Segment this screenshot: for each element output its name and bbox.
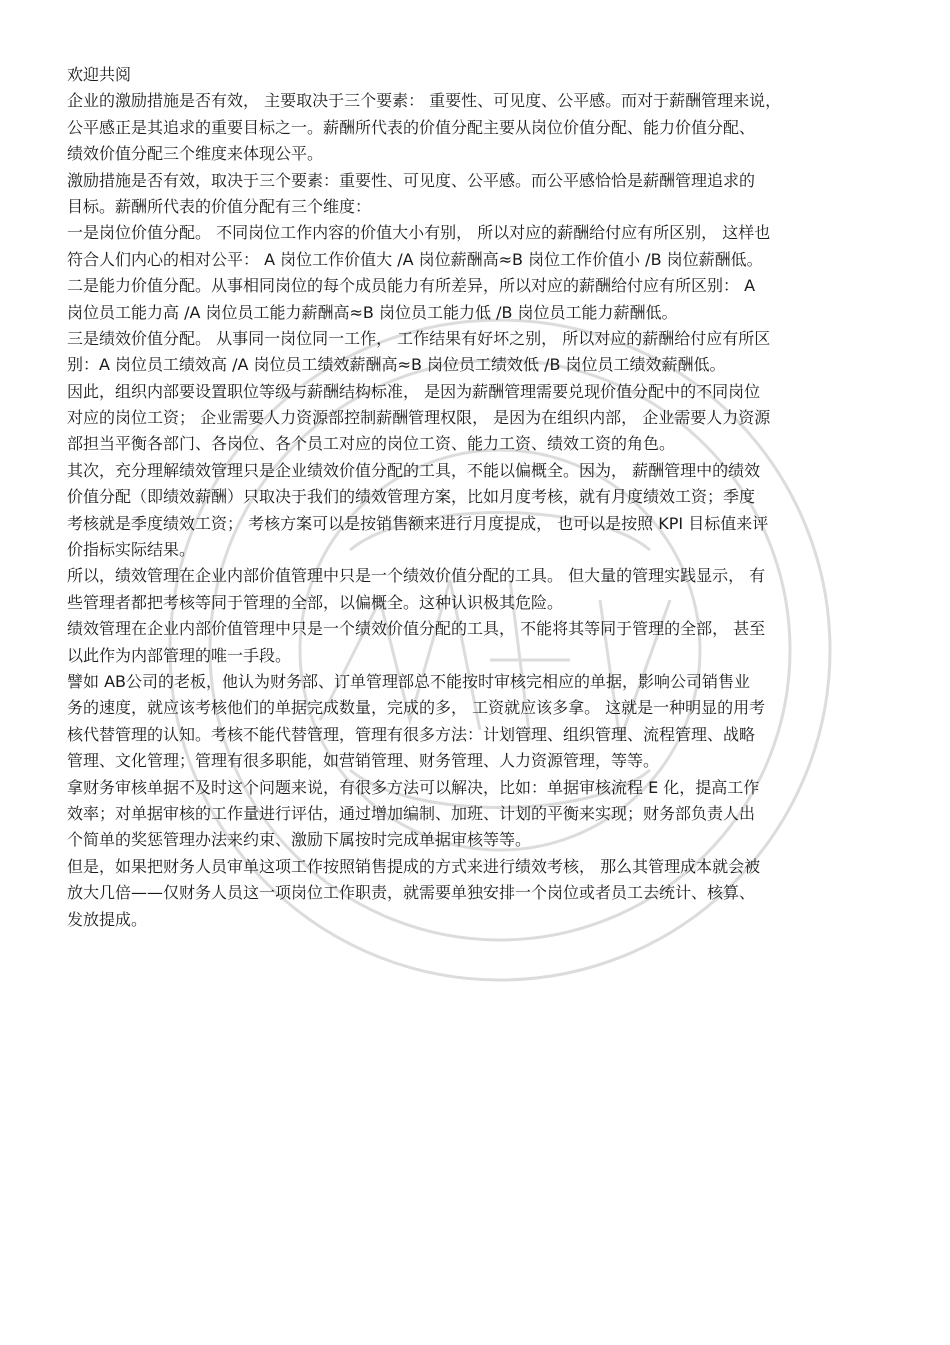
text-line: 绩效管理在企业内部价值管理中只是一个绩效价值分配的工具， 不能将其等同于管理的全部， 甚至	[67, 619, 766, 639]
text-line: 对应的岗位工资； 企业需要人力资源部控制薪酬管理权限， 是因为在组织内部， 企业需要人力资源	[67, 408, 771, 428]
text-line: 一是岗位价值分配。 不同岗位工作内容的价值大小有别， 所以对应的薪酬给付应有所区别， 这样也	[67, 223, 771, 243]
text-line: 目标。薪酬所代表的价值分配有三个维度：	[67, 196, 372, 216]
text-line: 价指标实际结果。	[67, 540, 196, 560]
text-line: 公平感正是其追求的重要目标之一。薪酬所代表的价值分配主要从岗位价值分配、能力价值分配、	[67, 117, 756, 137]
text-line: 譬如 AB公司的老板，他认为财务部、订单管理部总不能按时审核完相应的单据，影响公司销售业	[67, 671, 751, 691]
text-line: 管理、文化管理；管理有很多职能，如营销管理、财务管理、人力资源管理，等等。	[67, 751, 660, 771]
text-line: 欢迎共阅	[67, 65, 132, 84]
text-line: 激励措施是否有效，取决于三个要素：重要性、可见度、公平感。而公平感恰恰是薪酬管理追求的	[67, 170, 756, 190]
text-line: 考核就是季度绩效工资； 考核方案可以是按销售额来进行月度提成， 也可以是按照 KPI 目标值来评	[67, 513, 769, 533]
text-line: 放大几倍——仅财务人员这一项岗位工作职责，就需要单独安排一个岗位或者员工去统计、核算、	[67, 883, 756, 903]
document-body	[67, 62, 887, 933]
text-line: 部担当平衡各部门、各岗位、各个员工对应的岗位工资、能力工资、绩效工资的角色。	[67, 434, 676, 454]
text-line: 但是，如果把财务人员审单这项工作按照销售提成的方式来进行绩效考核， 那么其管理成本就会被	[67, 856, 761, 876]
text-line: 些管理者都把考核等同于管理的全部，以偏概全。这种认识极其危险。	[67, 592, 564, 612]
text-line: 其次，充分理解绩效管理只是企业绩效价值分配的工具，不能以偏概全。因为， 薪酬管理中的绩效	[67, 460, 761, 480]
text-line: 拿财务审核单据不及时这个问题来说，有很多方法可以解决，比如：单据审核流程 E 化，提高工作	[67, 777, 760, 797]
text-line: 价值分配（即绩效薪酬）只取决于我们的绩效管理方案，比如月度考核，就有月度绩效工资；季度	[67, 487, 756, 507]
text-line: 核代替管理的认知。考核不能代替管理，管理有很多方法：计划管理、组织管理、流程管理、战略	[67, 724, 756, 744]
text-line: 绩效价值分配三个维度来体现公平。	[67, 144, 324, 164]
text-line: 企业的激励措施是否有效， 主要取决于三个要素： 重要性、可见度、公平感。而对于薪酬管理来说，	[67, 91, 782, 111]
text-line: 别：A 岗位员工绩效高 /A 岗位员工绩效薪酬高≈B 岗位员工绩效低 /B 岗位员工绩效薪酬低。	[67, 355, 726, 375]
text-line: 岗位员工能力高 /A 岗位员工能力薪酬高≈B 岗位员工能力低 /B 岗位员工能力薪酬低。	[67, 302, 678, 322]
text-line: 发放提成。	[67, 909, 148, 929]
text-line: 效率；对单据审核的工作量进行评估，通过增加编制、加班、计划的平衡来实现；财务部负责人出	[67, 803, 756, 823]
text-line: 三是绩效价值分配。 从事同一岗位同一工作， 工作结果有好坏之别， 所以对应的薪酬给付应有所区	[67, 328, 771, 348]
text-line: 因此，组织内部要设置职位等级与薪酬结构标准， 是因为薪酬管理需要兑现价值分配中的不同岗位	[67, 381, 761, 401]
text-line: 符合人们内心的相对公平： A 岗位工作价值大 /A 岗位薪酬高≈B 岗位工作价值小 /B 岗位薪酬低。	[67, 249, 763, 269]
text-line: 二是能力价值分配。从事相同岗位的每个成员能力有所差异，所以对应的薪酬给付应有所区别： A	[67, 276, 756, 296]
text-line: 个简单的奖惩管理办法来约束、激励下属按时完成单据审核等等。	[67, 830, 532, 850]
text-line: 所以，绩效管理在企业内部价值管理中只是一个绩效价值分配的工具。 但大量的管理实践显示， 有	[67, 566, 766, 586]
text-line: 以此作为内部管理的唯一手段。	[67, 645, 292, 665]
text-line: 务的速度，就应该考核他们的单据完成数量，完成的多， 工资就应该多拿。 这就是一种明显的用考	[67, 698, 766, 718]
